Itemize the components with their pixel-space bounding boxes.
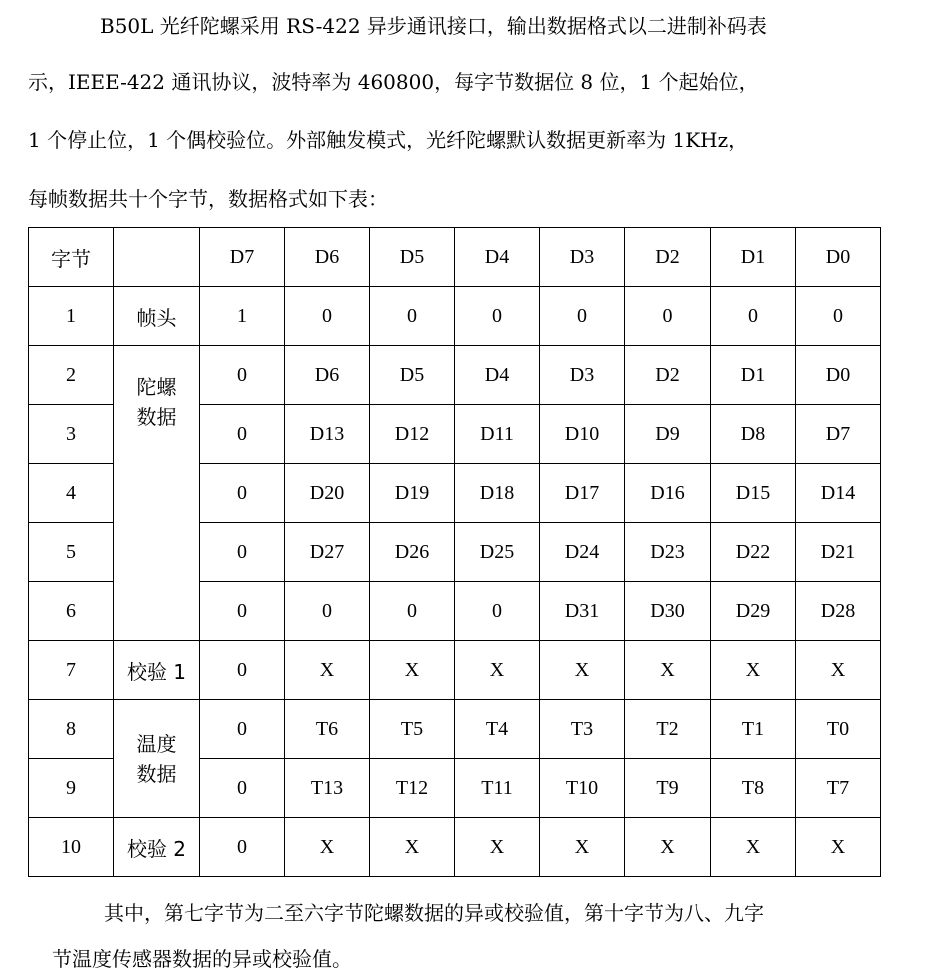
bit-cell: D25 [455, 523, 540, 582]
bit-cell: 0 [285, 287, 370, 346]
bit-cell: X [370, 818, 455, 877]
bit-cell: 0 [455, 287, 540, 346]
group-temperature-data [114, 700, 200, 818]
bit-cell: D12 [370, 405, 455, 464]
bit-cell: X [540, 641, 625, 700]
bit-cell: 0 [200, 346, 285, 405]
bit-cell: D10 [540, 405, 625, 464]
bit-cell: 0 [455, 582, 540, 641]
bit-cell: 0 [796, 287, 881, 346]
bit-cell: D11 [455, 405, 540, 464]
header-byte: 字节 [29, 228, 114, 287]
bit-cell: T13 [285, 759, 370, 818]
bit-cell: T5 [370, 700, 455, 759]
bit-cell: D14 [796, 464, 881, 523]
data-format-table [28, 227, 881, 877]
bit-cell: X [455, 641, 540, 700]
intro-line-1: B50L 光纤陀螺采用 RS-422 异步通讯接口，输出数据格式以二进制补码表 [100, 14, 767, 38]
bit-cell: T9 [625, 759, 711, 818]
group-checksum-2: 校验 2 [114, 818, 200, 877]
byte-number: 7 [29, 641, 114, 700]
byte-number: 1 [29, 287, 114, 346]
bit-cell: X [625, 641, 711, 700]
bit-cell: T12 [370, 759, 455, 818]
header-blank [114, 228, 200, 287]
bit-cell: D30 [625, 582, 711, 641]
byte-number: 5 [29, 523, 114, 582]
intro-line-3: 1 个停止位，1 个偶校验位。外部触发模式，光纤陀螺默认数据更新率为 1KHz， [28, 128, 749, 152]
outro-line-2: 节温度传感器数据的异或校验值。 [52, 947, 352, 971]
bit-cell: T1 [711, 700, 796, 759]
bit-cell: D4 [455, 346, 540, 405]
byte-number: 4 [29, 464, 114, 523]
group-temp-line-2: 数据 [136, 761, 177, 786]
bit-cell: X [540, 818, 625, 877]
byte-number: 10 [29, 818, 114, 877]
bit-cell: 0 [200, 523, 285, 582]
byte-number: 9 [29, 759, 114, 818]
bit-cell: D16 [625, 464, 711, 523]
bit-cell: D26 [370, 523, 455, 582]
table-row [29, 818, 881, 877]
bit-cell: T4 [455, 700, 540, 759]
bit-cell: 0 [370, 582, 455, 641]
bit-cell: T2 [625, 700, 711, 759]
bit-cell: D13 [285, 405, 370, 464]
bit-cell: D1 [711, 346, 796, 405]
bit-cell: D6 [285, 346, 370, 405]
bit-cell: D21 [796, 523, 881, 582]
bit-cell: 1 [200, 287, 285, 346]
bit-cell: 0 [200, 818, 285, 877]
header-bit-d2: D2 [625, 228, 711, 287]
group-gyro-line-2: 数据 [136, 405, 177, 429]
bit-cell: T8 [711, 759, 796, 818]
bit-cell: T6 [285, 700, 370, 759]
table-row [29, 287, 881, 346]
bit-cell: X [711, 641, 796, 700]
bit-cell: D24 [540, 523, 625, 582]
group-gyro-data [114, 346, 200, 641]
bit-cell: D22 [711, 523, 796, 582]
bit-cell: 0 [200, 759, 285, 818]
table-row [29, 346, 881, 405]
table-row [29, 700, 881, 759]
byte-number: 8 [29, 700, 114, 759]
bit-cell: D29 [711, 582, 796, 641]
bit-cell: D18 [455, 464, 540, 523]
bit-cell: D15 [711, 464, 796, 523]
bit-cell: 0 [200, 641, 285, 700]
group-frame-header: 帧头 [114, 287, 200, 346]
byte-number: 6 [29, 582, 114, 641]
header-bit-d3: D3 [540, 228, 625, 287]
bit-cell: 0 [200, 464, 285, 523]
bit-cell: T10 [540, 759, 625, 818]
bit-cell: X [625, 818, 711, 877]
bit-cell: 0 [200, 405, 285, 464]
bit-cell: D2 [625, 346, 711, 405]
bit-cell: 0 [625, 287, 711, 346]
bit-cell: T11 [455, 759, 540, 818]
byte-number: 3 [29, 405, 114, 464]
bit-cell: X [796, 818, 881, 877]
byte-number: 2 [29, 346, 114, 405]
bit-cell: 0 [711, 287, 796, 346]
bit-cell: D28 [796, 582, 881, 641]
header-bit-d0: D0 [796, 228, 881, 287]
bit-cell: D19 [370, 464, 455, 523]
bit-cell: X [796, 641, 881, 700]
bit-cell: T0 [796, 700, 881, 759]
table-row [29, 641, 881, 700]
bit-cell: D23 [625, 523, 711, 582]
bit-cell: X [711, 818, 796, 877]
bit-cell: D3 [540, 346, 625, 405]
bit-cell: D27 [285, 523, 370, 582]
header-bit-d4: D4 [455, 228, 540, 287]
bit-cell: T3 [540, 700, 625, 759]
bit-cell: X [370, 641, 455, 700]
bit-cell: D17 [540, 464, 625, 523]
table-header-row [29, 228, 881, 287]
intro-line-4: 每帧数据共十个字节，数据格式如下表： [28, 187, 388, 211]
bit-cell: 0 [370, 287, 455, 346]
header-bit-d6: D6 [285, 228, 370, 287]
group-gyro-line-1: 陀螺 [136, 375, 177, 399]
header-bit-d1: D1 [711, 228, 796, 287]
bit-cell: 0 [200, 700, 285, 759]
header-bit-d5: D5 [370, 228, 455, 287]
group-checksum-1: 校验 1 [114, 641, 200, 700]
bit-cell: D7 [796, 405, 881, 464]
outro-line-1: 其中，第七字节为二至六字节陀螺数据的异或校验值，第十字节为八、九字 [104, 901, 764, 925]
bit-cell: D9 [625, 405, 711, 464]
bit-cell: X [455, 818, 540, 877]
bit-cell: 0 [285, 582, 370, 641]
bit-cell: D5 [370, 346, 455, 405]
bit-cell: 0 [540, 287, 625, 346]
bit-cell: X [285, 818, 370, 877]
bit-cell: X [285, 641, 370, 700]
bit-cell: T7 [796, 759, 881, 818]
intro-line-2: 示，IEEE-422 通讯协议，波特率为 460800，每字节数据位 8 位，1 个起始位， [28, 70, 759, 94]
bit-cell: D0 [796, 346, 881, 405]
header-bit-d7: D7 [200, 228, 285, 287]
bit-cell: D20 [285, 464, 370, 523]
bit-cell: D31 [540, 582, 625, 641]
group-temp-line-1: 温度 [136, 731, 177, 756]
bit-cell: D8 [711, 405, 796, 464]
bit-cell: 0 [200, 582, 285, 641]
